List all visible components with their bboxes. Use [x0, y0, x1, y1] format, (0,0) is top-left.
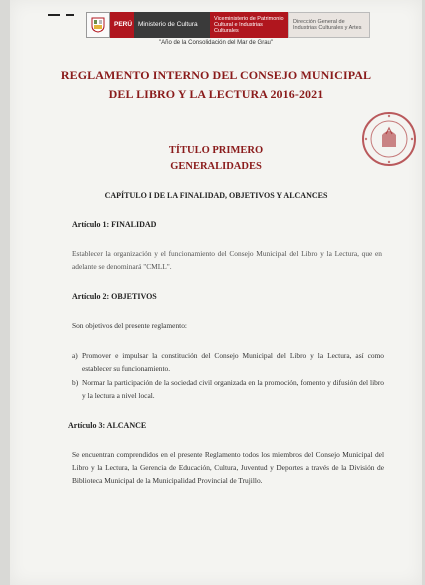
- list-item-text: Normar la participación de la sociedad civil organizada en la promoción, fomento y difusión del libro y la lectura a nivel local.: [82, 378, 384, 400]
- generalidades: GENERALIDADES: [170, 161, 262, 172]
- article-1-heading: Artículo 1: FINALIDAD: [72, 220, 157, 229]
- scan-mark: [66, 14, 74, 16]
- ministry-label: Ministerio de Cultura: [134, 12, 210, 38]
- objectives-list: [72, 349, 384, 402]
- article-1-text: Establecer la organización y el funcionamiento del Consejo Municipal del Libro y la Lectura, que en adelante se denominará "CMLL".: [72, 249, 382, 271]
- article-2-heading: Artículo 2: OBJETIVOS: [72, 292, 157, 301]
- year-motto: "Año de la Consolidación del Mar de Grau": [159, 40, 273, 46]
- ministry-header: [86, 12, 370, 38]
- list-item: [72, 349, 384, 375]
- title-line-1: REGLAMENTO INTERNO DEL CONSEJO MUNICIPAL: [60, 68, 372, 82]
- scan-mark: [48, 14, 60, 16]
- list-marker: b): [72, 378, 79, 387]
- titulo-primero: TÍTULO PRIMERO: [168, 145, 264, 156]
- vice-ministry-label: Viceministerio de Patrimonio Cultural e Industrias Culturales: [210, 12, 288, 38]
- list-marker: a): [72, 351, 78, 360]
- title-line-2: DEL LIBRO Y LA LECTURA 2016-2021: [108, 87, 324, 101]
- article-3-heading: Artículo 3: ALCANCE: [68, 421, 147, 430]
- country-label: PERÚ: [110, 12, 134, 38]
- document-page: [10, 0, 422, 585]
- document-title: [10, 66, 422, 104]
- list-item-text: Promover e impulsar la constitución del Consejo Municipal del Libro y la Lectura, así como establecer su funcionamiento.: [82, 351, 384, 373]
- coat-of-arms-icon: [86, 12, 110, 38]
- direction-label: Dirección General de Industrias Culturales y Artes: [288, 12, 370, 38]
- article-2-intro: Son objetivos del presente reglamento:: [72, 321, 187, 330]
- chapter-heading: CAPÍTULO I DE LA FINALIDAD, OBJETIVOS Y ALCANCES: [104, 191, 328, 200]
- list-item: [72, 376, 384, 402]
- section-title: [10, 143, 422, 175]
- article-3-text: Se encuentran comprendidos en el presente Reglamento todos los miembros del Consejo Municipal del Libro y la Lectura, la Gerencia de Educación, Cultura, Juventud y Deportes a través de la División de Biblioteca Municipal de la Municipalidad Provincial de Trujillo.: [72, 450, 384, 485]
